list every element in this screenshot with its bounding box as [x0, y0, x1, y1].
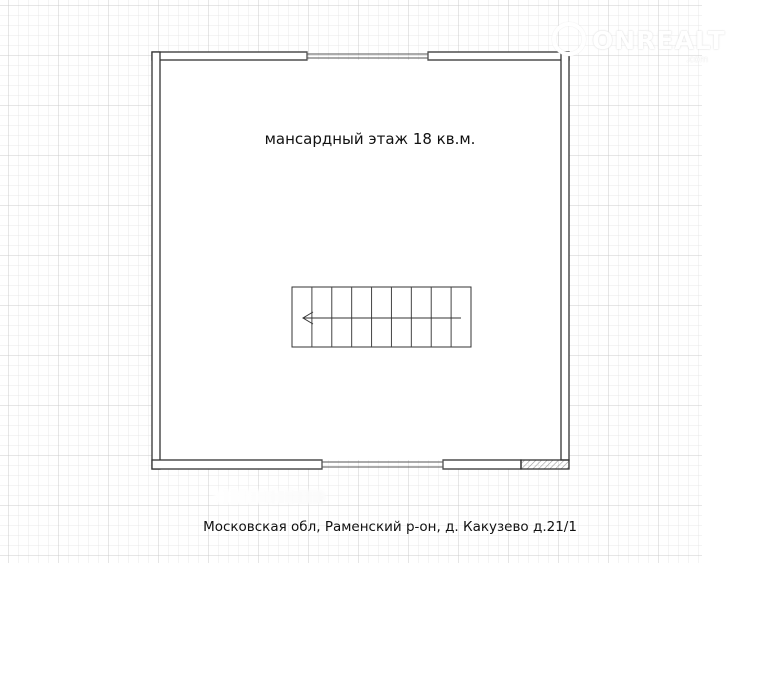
- wall-left: [152, 52, 160, 469]
- watermark-logo-icon: [552, 22, 586, 56]
- staircase: [292, 287, 471, 347]
- room-floor: [160, 60, 561, 460]
- wall-top-left: [152, 52, 307, 60]
- wall-bottom-hatch: [521, 460, 569, 469]
- address-caption: Московская обл, Раменский р-он, д. Какузево д.21/1: [203, 519, 577, 535]
- room-label: мансардный этаж 18 кв.м.: [264, 130, 476, 148]
- redacted-mark: [214, 490, 326, 504]
- wall-top-right: [428, 52, 569, 60]
- staircase-outline: [292, 287, 471, 347]
- wall-bottom-left: [152, 460, 322, 469]
- watermark-domain: .com: [686, 55, 709, 65]
- watermark-brand: ONREALT: [592, 26, 726, 55]
- wall-bottom-right: [443, 460, 521, 469]
- wall-right: [561, 52, 569, 460]
